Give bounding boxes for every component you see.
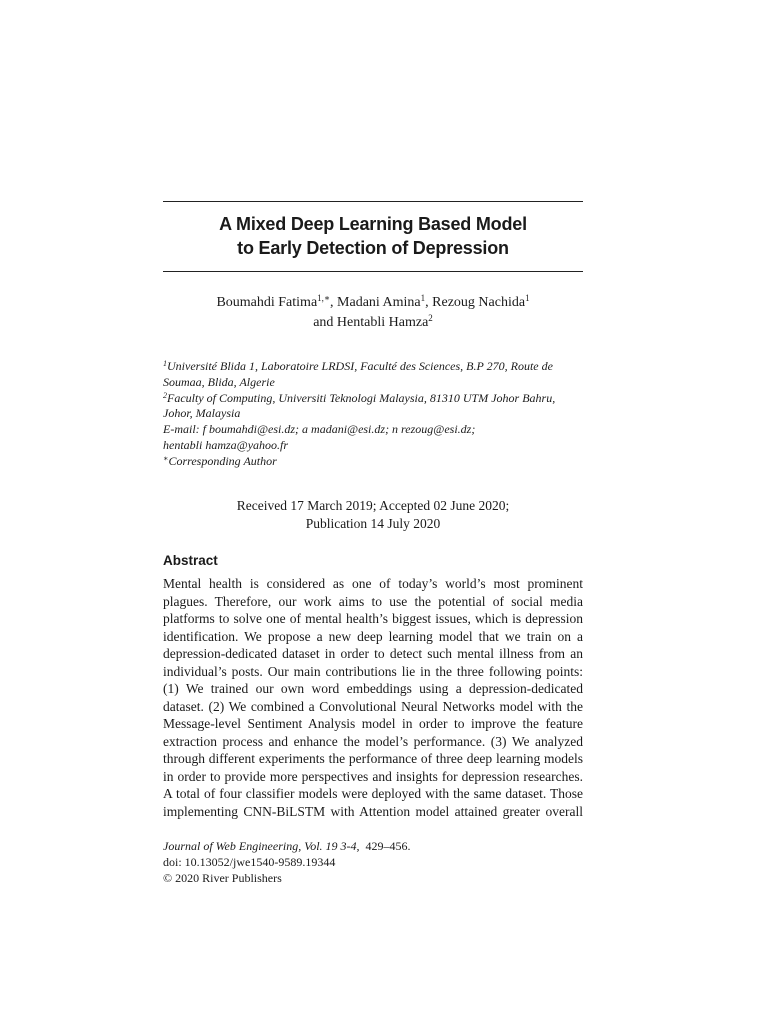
paper-page	[163, 0, 583, 1024]
paper-title-line-1: A Mixed Deep Learning Based Model	[219, 214, 527, 234]
title-rule-top	[163, 201, 583, 202]
affiliation-text: Faculty of Computing, Universiti Teknologi Malaysia, 81310 UTM Johor Bahru,	[167, 390, 556, 405]
abstract-line: dataset. (2) We combined a Convolutional Neural Networks model with the	[163, 698, 583, 714]
abstract-line: (1) We trained our own word embeddings using a depression-dedicated	[163, 681, 583, 696]
abstract-line: extraction process and enhance the model’s performance. (3) We analyzed	[163, 733, 583, 749]
affiliations	[163, 359, 583, 470]
title-rule-bottom	[163, 271, 583, 272]
abstract-line: Mental health is considered as one of today’s world’s most prominent	[163, 576, 583, 591]
abstract-line: plagues. Therefore, our work aims to use the potential of social media	[163, 593, 583, 609]
dates-line-2: Publication 14 July 2020	[305, 516, 441, 531]
corresponding-mark: ∗	[163, 453, 169, 463]
abstract-line: depression-dedicated dataset in order to detect such mental illness from an	[163, 646, 583, 661]
author-affiliation-mark: 1	[525, 293, 530, 303]
abstract-line: Message-level Sentiment Analysis model in order to improve the feature	[163, 716, 583, 731]
author-affiliation-mark: 1	[420, 293, 426, 303]
paper-title-line-2: to Early Detection of Depression	[237, 238, 509, 258]
journal-citation	[163, 838, 583, 854]
abstract-line: A total of four classifier models were deployed with the same dataset. Those	[163, 786, 583, 801]
copyright: © 2020 River Publishers	[163, 871, 282, 885]
email-line-1: E-mail: f boumahdi@esi.dz; a madani@esi.dz; n rezoug@esi.dz;	[163, 422, 476, 437]
author-name: , Rezoug Nachida	[425, 295, 526, 310]
paper-title	[163, 212, 583, 260]
author-affiliation-mark: 2	[428, 313, 433, 323]
author-line-2	[163, 313, 583, 333]
abstract-heading: Abstract	[163, 553, 218, 568]
author-list	[163, 293, 583, 333]
author-name: Boumahdi Fatima	[216, 295, 318, 310]
abstract-body	[163, 575, 583, 820]
corresponding-text: Corresponding Author	[168, 453, 277, 468]
abstract-line: in order to provide more perspectives and insights for depression researches.	[163, 768, 583, 784]
abstract-line: through different experiments the performance of three deep learning models	[163, 751, 583, 766]
author-name: , Madani Amina	[330, 295, 421, 310]
affiliation-1-line-1	[163, 359, 583, 375]
affiliation-text: Université Blida 1, Laboratoire LRDSI, Faculté des Sciences, B.P 270, Route de	[167, 359, 553, 373]
journal-footer	[163, 838, 583, 886]
doi: doi: 10.13052/jwe1540-9589.19344	[163, 855, 336, 869]
abstract-line: implementing CNN-BiLSTM with Attention model attained greater overall	[163, 803, 583, 819]
abstract-line: platforms to solve one of mental health’s biggest issues, which is depression	[163, 611, 583, 626]
publication-dates	[163, 497, 583, 533]
author-name: and Hentabli Hamza	[313, 315, 429, 330]
author-line-1	[163, 293, 583, 313]
affiliation-2-line-1	[163, 391, 583, 407]
author-affiliation-mark: 1,∗	[317, 293, 331, 303]
affiliation-mark: 2	[163, 390, 167, 400]
abstract-line: identification. We propose a new deep learning model that we train on a	[163, 628, 583, 644]
email-line-2: hentabli hamza@yahoo.fr	[163, 437, 289, 452]
affiliation-1-line-2: Soumaa, Blida, Algerie	[163, 374, 275, 389]
affiliation-2-line-2: Johor, Malaysia	[163, 406, 241, 421]
abstract-line: individual’s posts. Our main contributions lie in the three following points:	[163, 663, 583, 679]
journal-pages: 429–456.	[365, 839, 411, 853]
journal-name: Journal of Web Engineering, Vol. 19 3-4,	[163, 839, 360, 853]
dates-line-1: Received 17 March 2019; Accepted 02 June 2020;	[236, 498, 510, 513]
affiliation-mark: 1	[163, 359, 167, 368]
corresponding-author-note	[163, 454, 583, 470]
